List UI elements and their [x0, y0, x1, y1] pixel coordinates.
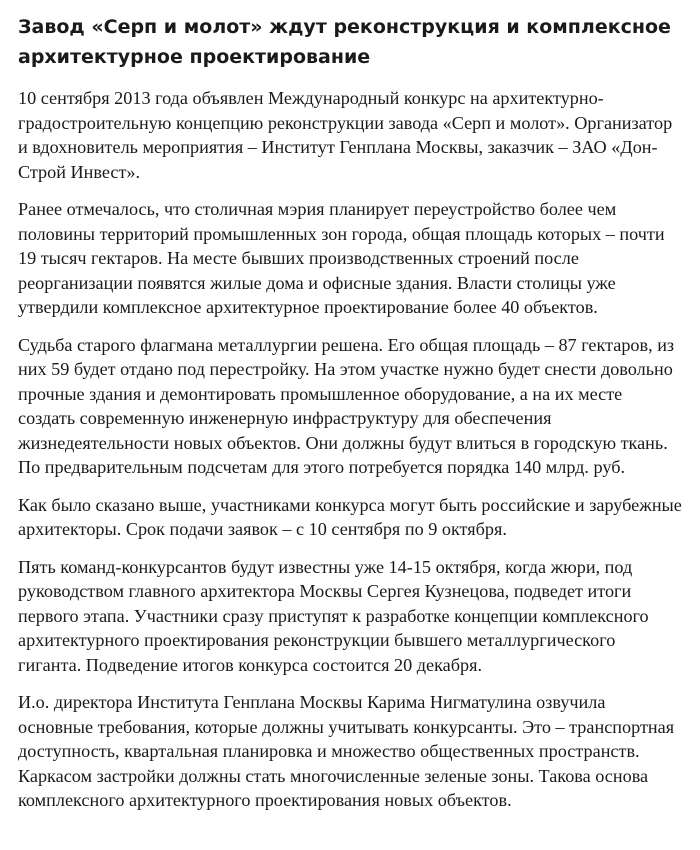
article-paragraph: Как было сказано выше, участниками конкурса могут быть российские и зарубежные архитекторы. Срок подачи заявок – с 10 сентября по 9 октября. — [18, 494, 682, 539]
article-paragraph: Пять команд-конкурсантов будут известны уже 14-15 октября, когда жюри, под руководством главного архитектора Москвы Сергея Кузнецова, подведет итоги первого этапа. Участники сразу приступят к разработке концепции комплексного архитектурного проектирования реконструкции бывшего металлургического гиганта. Подведение итогов конкурса состоится 20 декабря. — [18, 556, 649, 675]
article-paragraph: Судьба старого флагмана металлургии решена. Его общая площадь – 87 гектаров, из них 59 будет отдано под перестройку. На этом участке нужно будет снести довольно прочные здания и демонтировать промышленное оборудование, а на их месте создать современную инженерную инфраструктуру для обеспечения жизнедеятельности новых объектов. Они должны будут влиться в городскую ткань. По предварительным подсчетам для этого потребуется порядка 140 млрд. руб. — [18, 334, 675, 477]
article-paragraph: 10 сентября 2013 года объявлен Международный конкурс на архитектурно-градостроительную концепцию реконструкции завода «Серп и молот». Организатор и вдохновитель мероприятия – Институт Генплана Москвы, заказчик – ЗАО «Дон-Строй Инвест». — [18, 88, 673, 182]
article-paragraph: Ранее отмечалось, что столичная мэрия планирует переустройство более чем половины территорий промышленных зон города, общая площадь которых – почти 19 тысяч гектаров. На месте бывших производственных строений после реорганизации появятся жилые дома и офисные здания. Власти столицы уже утвердили комплексное архитектурное проектирование более 40 объектов. — [18, 199, 665, 317]
article-paragraph: И.о. директора Института Генплана Москвы Карима Нигматулина озвучила основные требования, которые должны учитывать конкурсанты. Это – транспортная доступность, квартальная планировка и множество общественных пространств. Каркасом застройки должны стать многочисленные зеленые зоны. Такова основа комплексного архитектурного проектирования новых объектов. — [18, 692, 675, 810]
article-title: Завод «Серп и молот» ждут реконструкция и комплексное архитектурное проектирование — [18, 16, 671, 68]
article — [18, 12, 682, 826]
